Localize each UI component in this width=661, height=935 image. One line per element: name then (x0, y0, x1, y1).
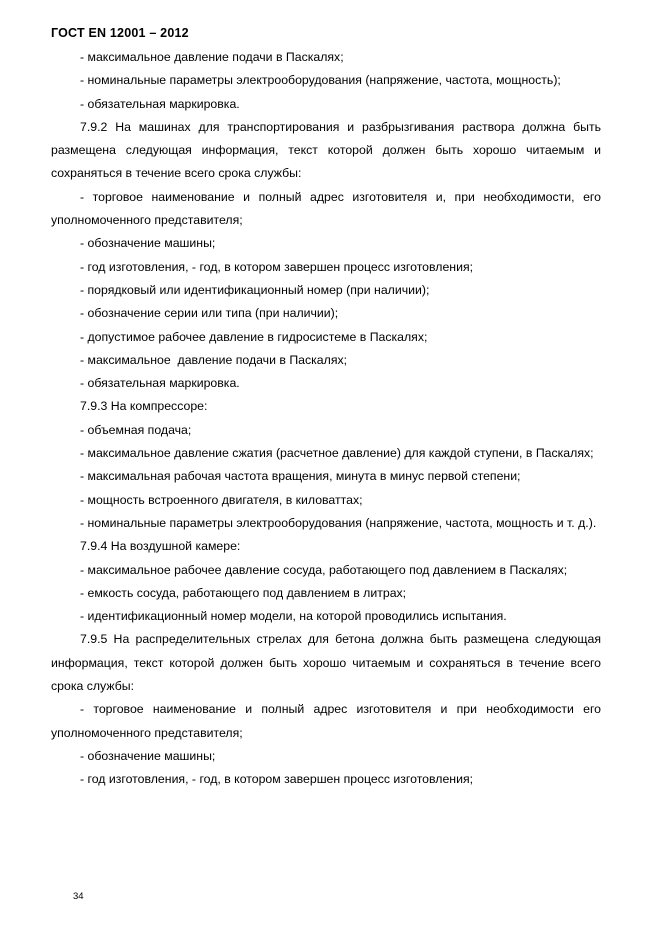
section-heading: 7.9.4 На воздушной камере: (80, 539, 241, 554)
paragraph: - номинальные параметры электрооборудования (напряжение, частота, мощность); (80, 73, 561, 88)
paragraph: - идентификационный номер модели, на которой проводились испытания. (80, 609, 507, 624)
page-number: 34 (73, 891, 84, 902)
paragraph: - обозначение машины; (80, 236, 216, 251)
paragraph: - год изготовления, - год, в котором завершен процесс изготовления; (80, 772, 474, 787)
document-header: ГОСТ EN 12001 – 2012 (51, 26, 189, 40)
paragraph: - емкость сосуда, работающего под давлением в литрах; (80, 585, 407, 600)
paragraph: - допустимое рабочее давление в гидросистеме в Паскалях; (80, 329, 428, 344)
paragraph: - обозначение машины; (80, 748, 216, 763)
paragraph: - порядковый или идентификационный номер (при наличии); (80, 282, 430, 297)
paragraph: - торговое наименование и полный адрес изготовителя и, при необходимости, его уполномоченного представителя; (51, 189, 601, 228)
paragraph: 7.9.5 На распределительных стрелах для бетона должна быть размещена следующая информация, текст которой должен быть хорошо читаемым и сохраняться в течение всего срока службы: (51, 632, 601, 694)
paragraph: - максимальное давление подачи в Паскалях; (80, 50, 344, 64)
paragraph: - обозначение серии или типа (при наличии); (80, 306, 339, 321)
paragraph: - объемная подача; (80, 422, 192, 437)
paragraph: - максимальное давление подачи в Паскалях; (80, 352, 348, 367)
paragraph: - обязательная маркировка. (80, 96, 240, 111)
paragraph: - торговое наименование и полный адрес изготовителя и при необходимости его уполномоченного представителя; (51, 702, 601, 740)
paragraph: 7.9.2 На машинах для транспортирования и разбрызгивания раствора должна быть размещена следующая информация, текст которой должен быть хорошо читаемым и сохраняться в течение всего срока службы: (51, 119, 601, 181)
document-body (51, 46, 601, 792)
paragraph: - год изготовления, - год, в котором завершен процесс изготовления; (80, 259, 474, 274)
paragraph: - максимальная рабочая частота вращения, минута в минус первой степени; (80, 469, 521, 484)
section-heading: 7.9.3 На компрессоре: (80, 399, 208, 414)
paragraph: - номинальные параметры электрооборудования (напряжение, частота, мощность и т. д.). (80, 515, 597, 530)
paragraph: - максимальное рабочее давление сосуда, работающего под давлением в Паскалях; (80, 562, 568, 577)
paragraph: - мощность встроенного двигателя, в киловаттах; (80, 492, 363, 507)
paragraph: - максимальное давление сжатия (расчетное давление) для каждой ступени, в Паскалях; (80, 446, 594, 461)
paragraph: - обязательная маркировка. (80, 376, 240, 391)
